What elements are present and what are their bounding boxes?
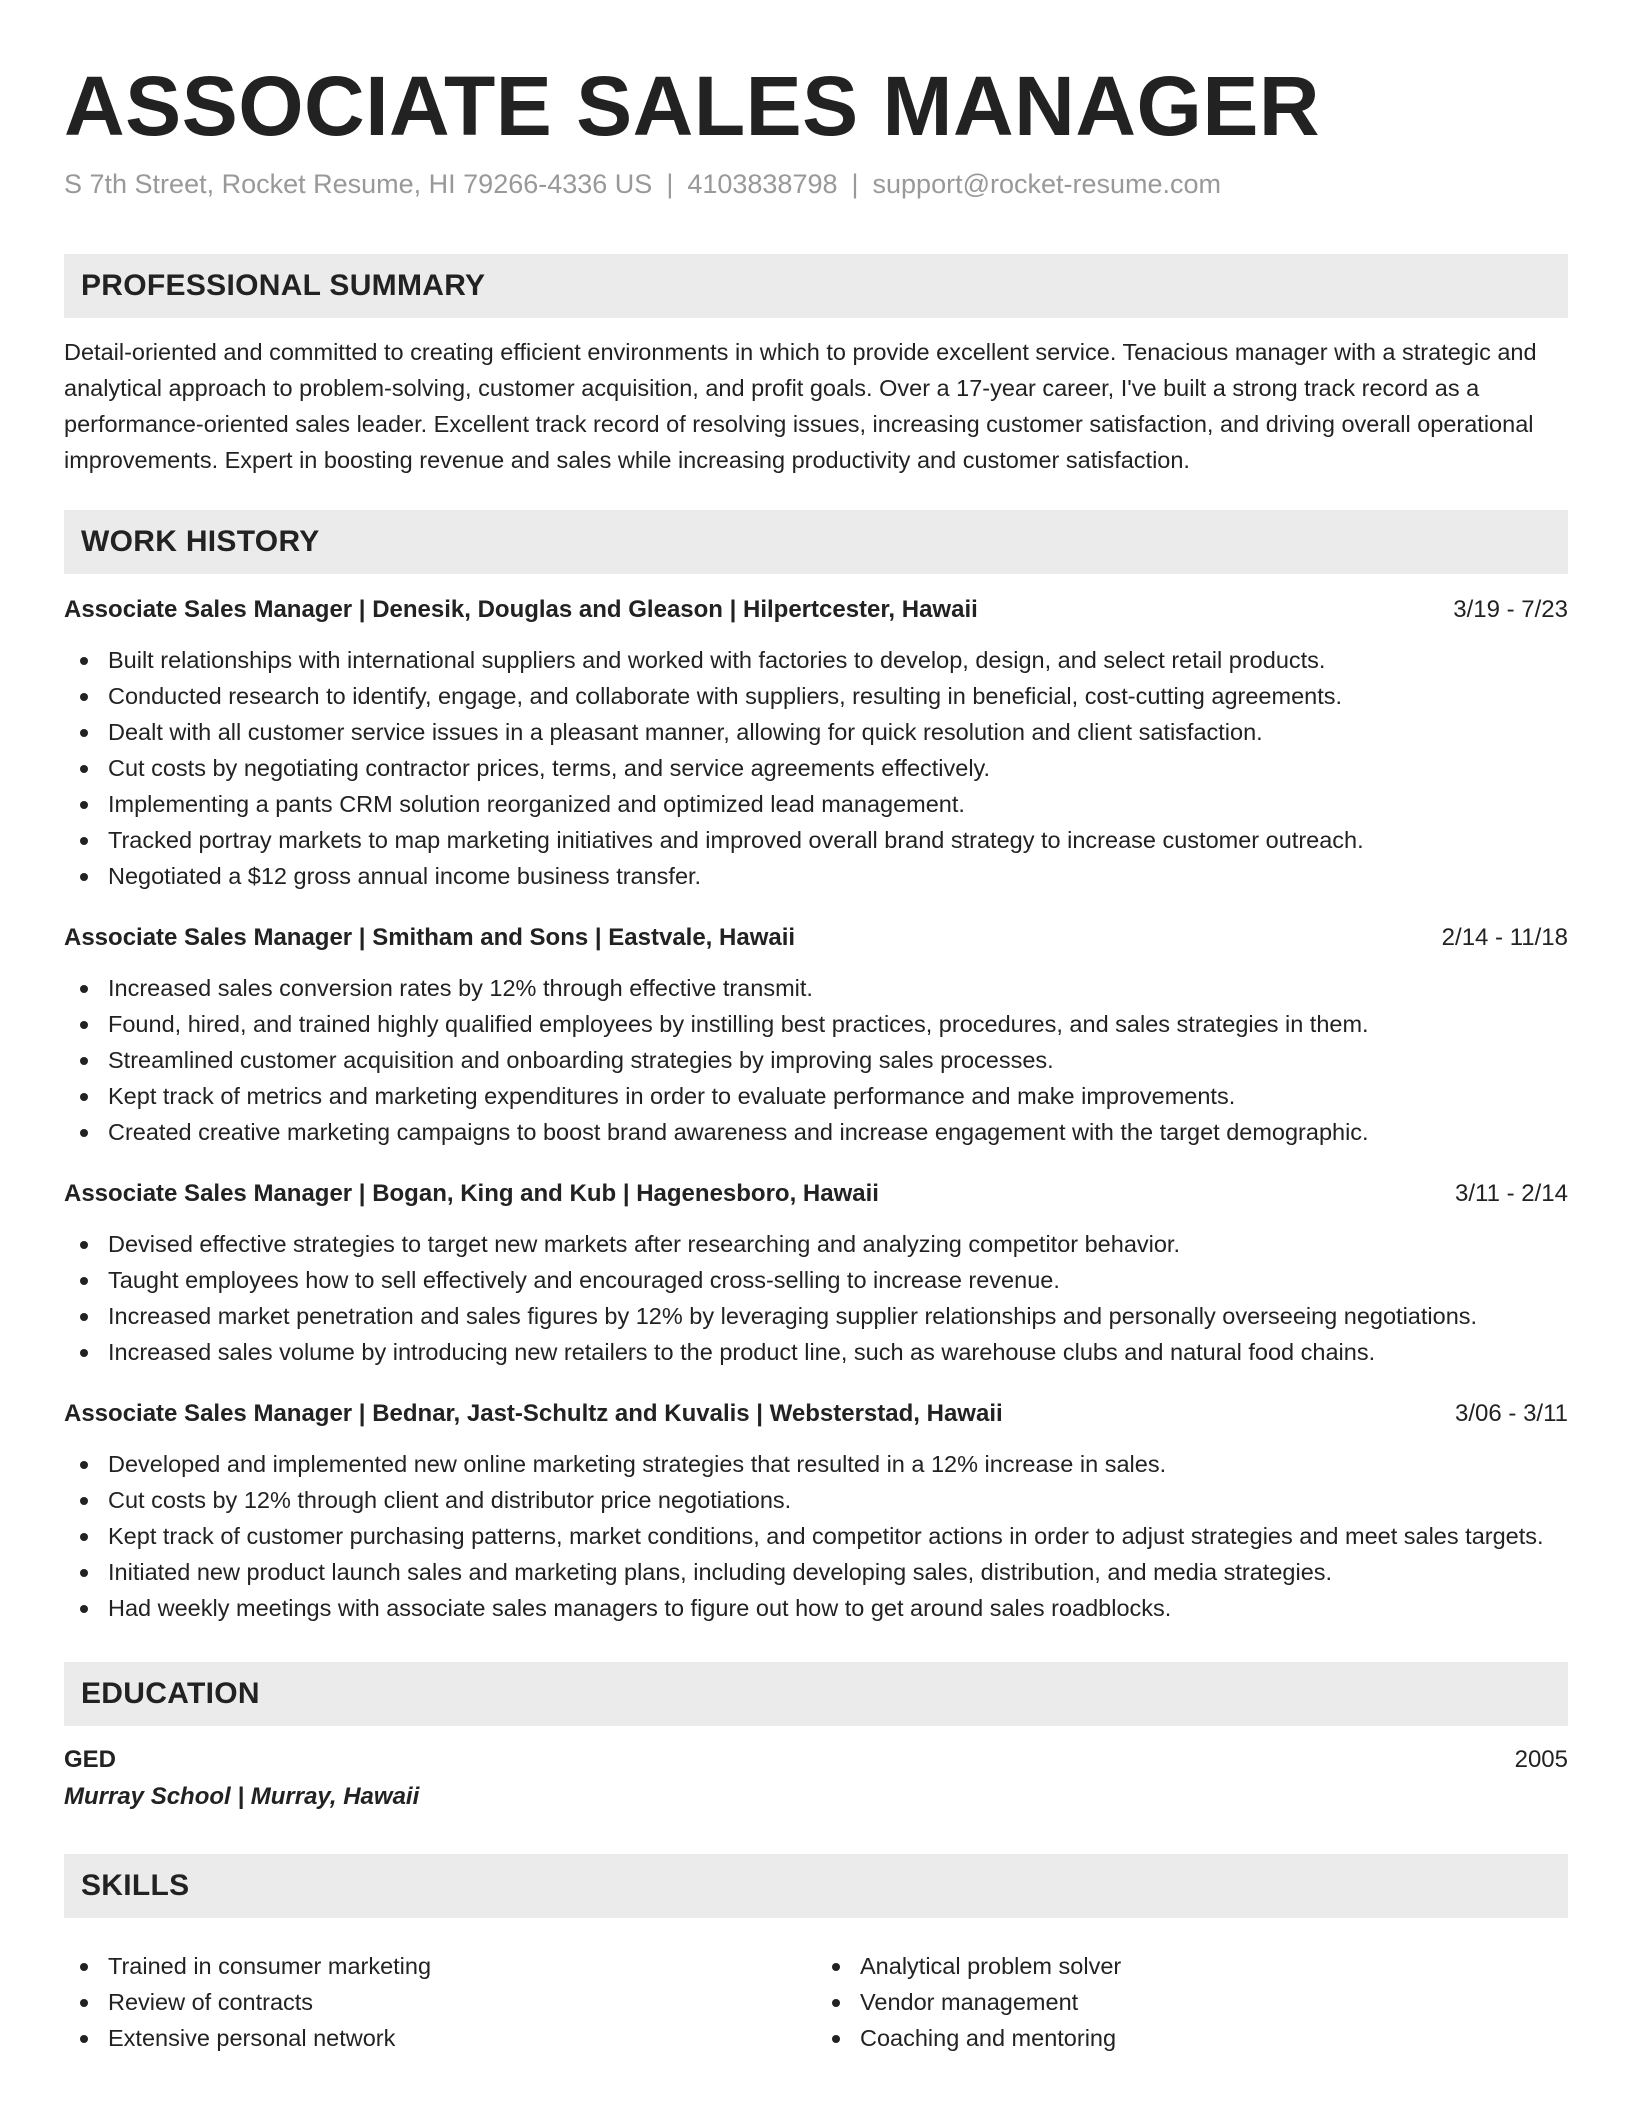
contact-line — [64, 166, 1568, 202]
contact-separator: | — [666, 169, 674, 199]
job-bullet: Kept track of metrics and marketing expenditures in order to evaluate performance and make improvements. — [64, 1078, 1568, 1114]
job-title: Associate Sales Manager | Smitham and Sons | Eastvale, Hawaii — [64, 924, 796, 951]
skill-item: Extensive personal network — [64, 2020, 816, 2056]
contact-address: S 7th Street, Rocket Resume, HI 79266-4336 US — [64, 169, 653, 199]
skill-item: Trained in consumer marketing — [64, 1948, 816, 1984]
job-bullet: Taught employees how to sell effectively and encouraged cross-selling to increase revenue. — [64, 1262, 1568, 1298]
job-bullet: Created creative marketing campaigns to boost brand awareness and increase engagement with the target demographic. — [64, 1114, 1568, 1150]
job-dates: 3/11 - 2/14 — [1455, 1180, 1568, 1207]
skill-item: Vendor management — [816, 1984, 1568, 2020]
job-bullet: Negotiated a $12 gross annual income business transfer. — [64, 858, 1568, 894]
job-list — [64, 592, 1568, 1626]
job-bullet: Increased sales volume by introducing new retailers to the product line, such as warehouse clubs and natural food chains. — [64, 1334, 1568, 1370]
job-header-row — [64, 1396, 1568, 1432]
section-header-summary: PROFESSIONAL SUMMARY — [64, 254, 1568, 318]
job-entry — [64, 920, 1568, 1150]
skills-columns — [64, 1934, 1568, 2056]
job-bullet: Found, hired, and trained highly qualified employees by instilling best practices, procedures, and sales strategies in them. — [64, 1006, 1568, 1042]
job-bullet: Had weekly meetings with associate sales managers to figure out how to get around sales roadblocks. — [64, 1590, 1568, 1626]
contact-separator: | — [851, 169, 859, 199]
job-header-row — [64, 920, 1568, 956]
education-school: Murray School | Murray, Hawaii — [64, 1783, 420, 1810]
job-bullet: Conducted research to identify, engage, and collaborate with suppliers, resulting in beneficial, cost-cutting agreements. — [64, 678, 1568, 714]
job-bullet: Devised effective strategies to target new markets after researching and analyzing competitor behavior. — [64, 1226, 1568, 1262]
section-header-education: EDUCATION — [64, 1662, 1568, 1726]
job-bullet: Built relationships with international suppliers and worked with factories to develop, design, and select retail products. — [64, 642, 1568, 678]
job-header-row — [64, 592, 1568, 628]
job-bullets — [64, 1446, 1568, 1626]
education-year: 2005 — [1514, 1746, 1568, 1773]
job-title: Associate Sales Manager | Bogan, King and Kub | Hagenesboro, Hawaii — [64, 1180, 879, 1207]
contact-email: support@rocket-resume.com — [872, 169, 1222, 199]
job-bullet: Dealt with all customer service issues in a pleasant manner, allowing for quick resolution and client satisfaction. — [64, 714, 1568, 750]
skills-column-left — [64, 1948, 816, 2056]
job-entry — [64, 1396, 1568, 1626]
job-bullet: Cut costs by 12% through client and distributor price negotiations. — [64, 1482, 1568, 1518]
skills-column-right — [816, 1948, 1568, 2056]
skill-item: Review of contracts — [64, 1984, 816, 2020]
education-degree: GED — [64, 1746, 117, 1773]
job-dates: 2/14 - 11/18 — [1441, 924, 1568, 951]
job-header-row — [64, 1176, 1568, 1212]
job-entry — [64, 1176, 1568, 1370]
summary-text: Detail-oriented and committed to creating efficient environments in which to provide excellent service. Tenacious manager with a strategic and analytical approach to problem-solving, customer acquisition, and profit goals. Over a 17-year career, I've built a strong track record as a performance-oriented sales leader. Excellent track record of resolving issues, increasing customer satisfaction, and driving overall operational improvements. Expert in boosting revenue and sales while increasing productivity and customer satisfaction. — [64, 339, 1537, 473]
skill-item: Coaching and mentoring — [816, 2020, 1568, 2056]
job-dates: 3/19 - 7/23 — [1453, 596, 1568, 623]
job-bullets — [64, 1226, 1568, 1370]
job-bullet: Tracked portray markets to map marketing initiatives and improved overall brand strategy to increase customer outreach. — [64, 822, 1568, 858]
job-bullet: Kept track of customer purchasing patterns, market conditions, and competitor actions in order to adjust strategies and meet sales targets. — [64, 1518, 1568, 1554]
section-header-work-history: WORK HISTORY — [64, 510, 1568, 574]
job-bullets — [64, 642, 1568, 894]
job-bullet: Implementing a pants CRM solution reorganized and optimized lead management. — [64, 786, 1568, 822]
job-bullet: Cut costs by negotiating contractor prices, terms, and service agreements effectively. — [64, 750, 1568, 786]
education-entry — [64, 1742, 1568, 1816]
job-bullet: Increased sales conversion rates by 12% through effective transmit. — [64, 970, 1568, 1006]
skill-item: Analytical problem solver — [816, 1948, 1568, 1984]
job-bullet: Streamlined customer acquisition and onboarding strategies by improving sales processes. — [64, 1042, 1568, 1078]
section-header-skills: SKILLS — [64, 1854, 1568, 1918]
job-entry — [64, 592, 1568, 894]
job-bullet: Developed and implemented new online marketing strategies that resulted in a 12% increase in sales. — [64, 1446, 1568, 1482]
contact-phone: 4103838798 — [687, 169, 838, 199]
job-title: Associate Sales Manager | Bednar, Jast-Schultz and Kuvalis | Websterstad, Hawaii — [64, 1400, 1003, 1427]
resume-title: ASSOCIATE SALES MANAGER — [64, 59, 1321, 153]
job-bullets — [64, 970, 1568, 1150]
job-dates: 3/06 - 3/11 — [1455, 1400, 1568, 1427]
education-row — [64, 1742, 1568, 1778]
job-bullet: Initiated new product launch sales and marketing plans, including developing sales, distribution, and media strategies. — [64, 1554, 1568, 1590]
job-bullet: Increased market penetration and sales figures by 12% by leveraging supplier relationships and personally overseeing negotiations. — [64, 1298, 1568, 1334]
job-title: Associate Sales Manager | Denesik, Douglas and Gleason | Hilpertcester, Hawaii — [64, 596, 978, 623]
